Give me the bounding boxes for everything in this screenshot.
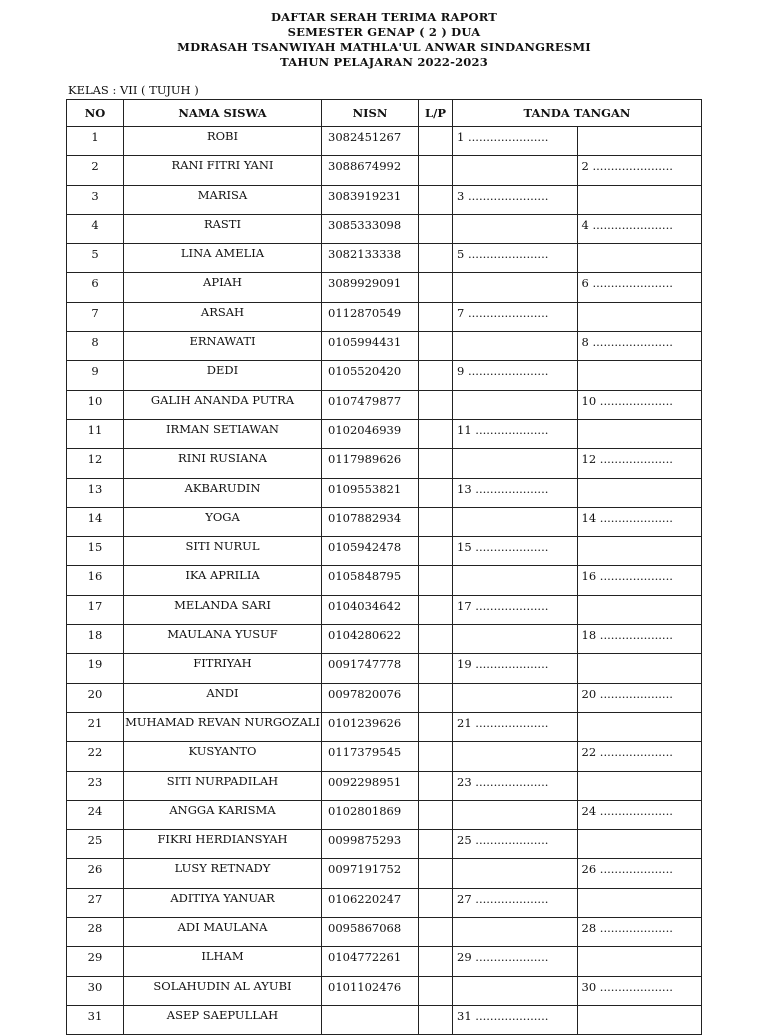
- row-number: 23: [67, 771, 124, 800]
- student-gender: [419, 361, 453, 390]
- signature-left: [453, 332, 578, 361]
- student-gender: [419, 800, 453, 829]
- student-name: YOGA: [124, 507, 322, 536]
- student-name: MARISA: [124, 185, 322, 214]
- table-row: [67, 771, 702, 800]
- signature-right: 26 ....................: [577, 859, 702, 888]
- signature-left: 25 ....................: [453, 830, 578, 859]
- row-number: 11: [67, 419, 124, 448]
- student-nisn: 0117379545: [322, 742, 419, 771]
- student-name: LINA AMELIA: [124, 244, 322, 273]
- student-gender: [419, 712, 453, 741]
- student-gender: [419, 771, 453, 800]
- row-number: 17: [67, 595, 124, 624]
- signature-left: [453, 566, 578, 595]
- table-row: [67, 127, 702, 156]
- student-gender: [419, 742, 453, 771]
- academic-year: TAHUN PELAJARAN 2022-2023: [280, 55, 488, 69]
- student-gender: [419, 595, 453, 624]
- table-header-row: [67, 100, 702, 127]
- student-nisn: 0104034642: [322, 595, 419, 624]
- row-number: 5: [67, 244, 124, 273]
- table-row: [67, 302, 702, 331]
- signature-left: 29 ....................: [453, 947, 578, 976]
- signature-left: [453, 918, 578, 947]
- student-gender: [419, 390, 453, 419]
- student-name: ASEP SAEPULLAH: [124, 1005, 322, 1034]
- class-info: [68, 83, 199, 97]
- table-row: [67, 449, 702, 478]
- table-row: [67, 595, 702, 624]
- signature-left: [453, 625, 578, 654]
- row-number: 8: [67, 332, 124, 361]
- signature-left: [453, 390, 578, 419]
- signature-left: [453, 800, 578, 829]
- signature-left: 7 ......................: [453, 302, 578, 331]
- row-number: 27: [67, 888, 124, 917]
- table-row: [67, 654, 702, 683]
- student-nisn: 0099875293: [322, 830, 419, 859]
- signature-left: [453, 507, 578, 536]
- row-number: 9: [67, 361, 124, 390]
- student-gender: [419, 654, 453, 683]
- signature-right: 6 ......................: [577, 273, 702, 302]
- student-name: ANGGA KARISMA: [124, 800, 322, 829]
- student-name: RINI RUSIANA: [124, 449, 322, 478]
- student-gender: [419, 449, 453, 478]
- signature-right: [577, 361, 702, 390]
- signature-right: 10 ....................: [577, 390, 702, 419]
- student-gender: [419, 537, 453, 566]
- student-nisn: 0106220247: [322, 888, 419, 917]
- signature-right: [577, 830, 702, 859]
- student-name: KUSYANTO: [124, 742, 322, 771]
- student-gender: [419, 127, 453, 156]
- class-value: : VII ( TUJUH ): [112, 83, 199, 97]
- student-gender: [419, 888, 453, 917]
- student-gender: [419, 244, 453, 273]
- student-gender: [419, 332, 453, 361]
- student-nisn: 0102046939: [322, 419, 419, 448]
- signature-right: [577, 244, 702, 273]
- signature-right: [577, 712, 702, 741]
- student-nisn: 0105848795: [322, 566, 419, 595]
- student-gender: [419, 918, 453, 947]
- table-row: [67, 830, 702, 859]
- student-name: FITRIYAH: [124, 654, 322, 683]
- row-number: 19: [67, 654, 124, 683]
- student-name: ARSAH: [124, 302, 322, 331]
- table-row: [67, 214, 702, 243]
- row-number: 20: [67, 683, 124, 712]
- student-gender: [419, 976, 453, 1005]
- student-name: SOLAHUDIN AL AYUBI: [124, 976, 322, 1005]
- signature-left: 31 ....................: [453, 1005, 578, 1034]
- student-name: FIKRI HERDIANSYAH: [124, 830, 322, 859]
- student-roster-table: [66, 99, 702, 1035]
- signature-left: [453, 156, 578, 185]
- table-row: [67, 683, 702, 712]
- semester-line: SEMESTER GENAP ( 2 ) DUA: [287, 25, 481, 39]
- signature-left: 1 ......................: [453, 127, 578, 156]
- row-number: 21: [67, 712, 124, 741]
- header-lp: L/P: [419, 100, 453, 127]
- signature-right: [577, 419, 702, 448]
- student-name: MUHAMAD REVAN NURGOZALI: [124, 712, 322, 741]
- document-title: DAFTAR SERAH TERIMA RAPORT: [270, 10, 498, 24]
- table-row: [67, 800, 702, 829]
- student-nisn: 0105520420: [322, 361, 419, 390]
- student-nisn: 3085333098: [322, 214, 419, 243]
- signature-right: 2 ......................: [577, 156, 702, 185]
- table-row: [67, 566, 702, 595]
- student-nisn: 0105994431: [322, 332, 419, 361]
- student-gender: [419, 1005, 453, 1034]
- student-name: MELANDA SARI: [124, 595, 322, 624]
- signature-left: 27 ....................: [453, 888, 578, 917]
- class-label: KELAS: [68, 83, 109, 97]
- signature-right: [577, 478, 702, 507]
- row-number: 15: [67, 537, 124, 566]
- student-nisn: 3082133338: [322, 244, 419, 273]
- signature-right: [577, 654, 702, 683]
- student-nisn: 0101102476: [322, 976, 419, 1005]
- signature-left: 3 ......................: [453, 185, 578, 214]
- signature-right: 30 ....................: [577, 976, 702, 1005]
- student-nisn: 3088674992: [322, 156, 419, 185]
- signature-left: [453, 742, 578, 771]
- student-nisn: 0095867068: [322, 918, 419, 947]
- student-name: ADI MAULANA: [124, 918, 322, 947]
- student-nisn: 0101239626: [322, 712, 419, 741]
- table-row: [67, 390, 702, 419]
- signature-left: [453, 976, 578, 1005]
- student-name: RASTI: [124, 214, 322, 243]
- student-name: DEDI: [124, 361, 322, 390]
- signature-left: 19 ....................: [453, 654, 578, 683]
- table-row: [67, 537, 702, 566]
- student-gender: [419, 214, 453, 243]
- student-name: LUSY RETNADY: [124, 859, 322, 888]
- table-row: [67, 1005, 702, 1034]
- signature-right: 24 ....................: [577, 800, 702, 829]
- signature-right: [577, 947, 702, 976]
- student-gender: [419, 859, 453, 888]
- student-gender: [419, 302, 453, 331]
- student-name: ERNAWATI: [124, 332, 322, 361]
- row-number: 29: [67, 947, 124, 976]
- student-name: ILHAM: [124, 947, 322, 976]
- signature-left: 5 ......................: [453, 244, 578, 273]
- row-number: 10: [67, 390, 124, 419]
- row-number: 3: [67, 185, 124, 214]
- signature-right: 16 ....................: [577, 566, 702, 595]
- student-name: SITI NURPADILAH: [124, 771, 322, 800]
- row-number: 16: [67, 566, 124, 595]
- student-nisn: 0112870549: [322, 302, 419, 331]
- school-name: MDRASAH TSANWIYAH MATHLA'UL ANWAR SINDANGRESMI: [177, 40, 591, 54]
- student-name: ADITIYA YANUAR: [124, 888, 322, 917]
- signature-left: [453, 449, 578, 478]
- table-body: [67, 127, 702, 1035]
- row-number: 2: [67, 156, 124, 185]
- table-row: [67, 478, 702, 507]
- student-nisn: 0104772261: [322, 947, 419, 976]
- row-number: 28: [67, 918, 124, 947]
- student-nisn: 0097820076: [322, 683, 419, 712]
- student-name: IKA APRILIA: [124, 566, 322, 595]
- signature-right: [577, 537, 702, 566]
- table-row: [67, 273, 702, 302]
- row-number: 24: [67, 800, 124, 829]
- table-row: [67, 419, 702, 448]
- student-nisn: 0117989626: [322, 449, 419, 478]
- signature-left: 21 ....................: [453, 712, 578, 741]
- signature-left: [453, 859, 578, 888]
- table-row: [67, 712, 702, 741]
- row-number: 1: [67, 127, 124, 156]
- student-nisn: 0102801869: [322, 800, 419, 829]
- student-gender: [419, 947, 453, 976]
- student-nisn: 0105942478: [322, 537, 419, 566]
- signature-right: 18 ....................: [577, 625, 702, 654]
- signature-left: 11 ....................: [453, 419, 578, 448]
- signature-right: 28 ....................: [577, 918, 702, 947]
- signature-right: 22 ....................: [577, 742, 702, 771]
- signature-right: [577, 1005, 702, 1034]
- signature-left: 15 ....................: [453, 537, 578, 566]
- signature-left: [453, 273, 578, 302]
- student-gender: [419, 566, 453, 595]
- student-nisn: 3089929091: [322, 273, 419, 302]
- row-number: 18: [67, 625, 124, 654]
- table-row: [67, 947, 702, 976]
- table-row: [67, 625, 702, 654]
- row-number: 25: [67, 830, 124, 859]
- student-nisn: 0107479877: [322, 390, 419, 419]
- signature-left: 9 ......................: [453, 361, 578, 390]
- signature-right: [577, 771, 702, 800]
- signature-right: 20 ....................: [577, 683, 702, 712]
- table-row: [67, 244, 702, 273]
- header-signature: TANDA TANGAN: [453, 100, 702, 127]
- signature-right: 12 ....................: [577, 449, 702, 478]
- signature-right: 4 ......................: [577, 214, 702, 243]
- signature-right: 14 ....................: [577, 507, 702, 536]
- table-row: [67, 185, 702, 214]
- student-gender: [419, 507, 453, 536]
- signature-right: 8 ......................: [577, 332, 702, 361]
- signature-left: 23 ....................: [453, 771, 578, 800]
- row-number: 22: [67, 742, 124, 771]
- student-nisn: 0107882934: [322, 507, 419, 536]
- header-no: NO: [67, 100, 124, 127]
- header-nisn: NISN: [322, 100, 419, 127]
- table-row: [67, 156, 702, 185]
- student-name: MAULANA YUSUF: [124, 625, 322, 654]
- student-name: IRMAN SETIAWAN: [124, 419, 322, 448]
- student-gender: [419, 478, 453, 507]
- table-row: [67, 859, 702, 888]
- table-row: [67, 507, 702, 536]
- row-number: 13: [67, 478, 124, 507]
- table-row: [67, 976, 702, 1005]
- student-gender: [419, 625, 453, 654]
- signature-left: 17 ....................: [453, 595, 578, 624]
- row-number: 31: [67, 1005, 124, 1034]
- signature-right: [577, 185, 702, 214]
- student-nisn: 0097191752: [322, 859, 419, 888]
- row-number: 6: [67, 273, 124, 302]
- signature-left: 13 ....................: [453, 478, 578, 507]
- table-row: [67, 361, 702, 390]
- student-nisn: 0092298951: [322, 771, 419, 800]
- table-row: [67, 918, 702, 947]
- student-name: SITI NURUL: [124, 537, 322, 566]
- student-nisn: 0091747778: [322, 654, 419, 683]
- signature-left: [453, 683, 578, 712]
- signature-right: [577, 302, 702, 331]
- student-nisn: 3082451267: [322, 127, 419, 156]
- row-number: 26: [67, 859, 124, 888]
- row-number: 4: [67, 214, 124, 243]
- table-row: [67, 742, 702, 771]
- signature-right: [577, 595, 702, 624]
- student-gender: [419, 683, 453, 712]
- table-row: [67, 332, 702, 361]
- student-gender: [419, 830, 453, 859]
- student-name: RANI FITRI YANI: [124, 156, 322, 185]
- student-name: ROBI: [124, 127, 322, 156]
- student-name: GALIH ANANDA PUTRA: [124, 390, 322, 419]
- student-name: ANDI: [124, 683, 322, 712]
- student-gender: [419, 156, 453, 185]
- row-number: 7: [67, 302, 124, 331]
- student-gender: [419, 419, 453, 448]
- student-name: APIAH: [124, 273, 322, 302]
- student-nisn: 3083919231: [322, 185, 419, 214]
- row-number: 30: [67, 976, 124, 1005]
- signature-right: [577, 888, 702, 917]
- student-nisn: 0104280622: [322, 625, 419, 654]
- student-name: AKBARUDIN: [124, 478, 322, 507]
- header-name: NAMA SISWA: [124, 100, 322, 127]
- table-row: [67, 888, 702, 917]
- row-number: 14: [67, 507, 124, 536]
- row-number: 12: [67, 449, 124, 478]
- student-gender: [419, 185, 453, 214]
- signature-left: [453, 214, 578, 243]
- student-nisn: 0109553821: [322, 478, 419, 507]
- student-gender: [419, 273, 453, 302]
- signature-right: [577, 127, 702, 156]
- document-header: [0, 10, 768, 70]
- student-nisn: [322, 1005, 419, 1034]
